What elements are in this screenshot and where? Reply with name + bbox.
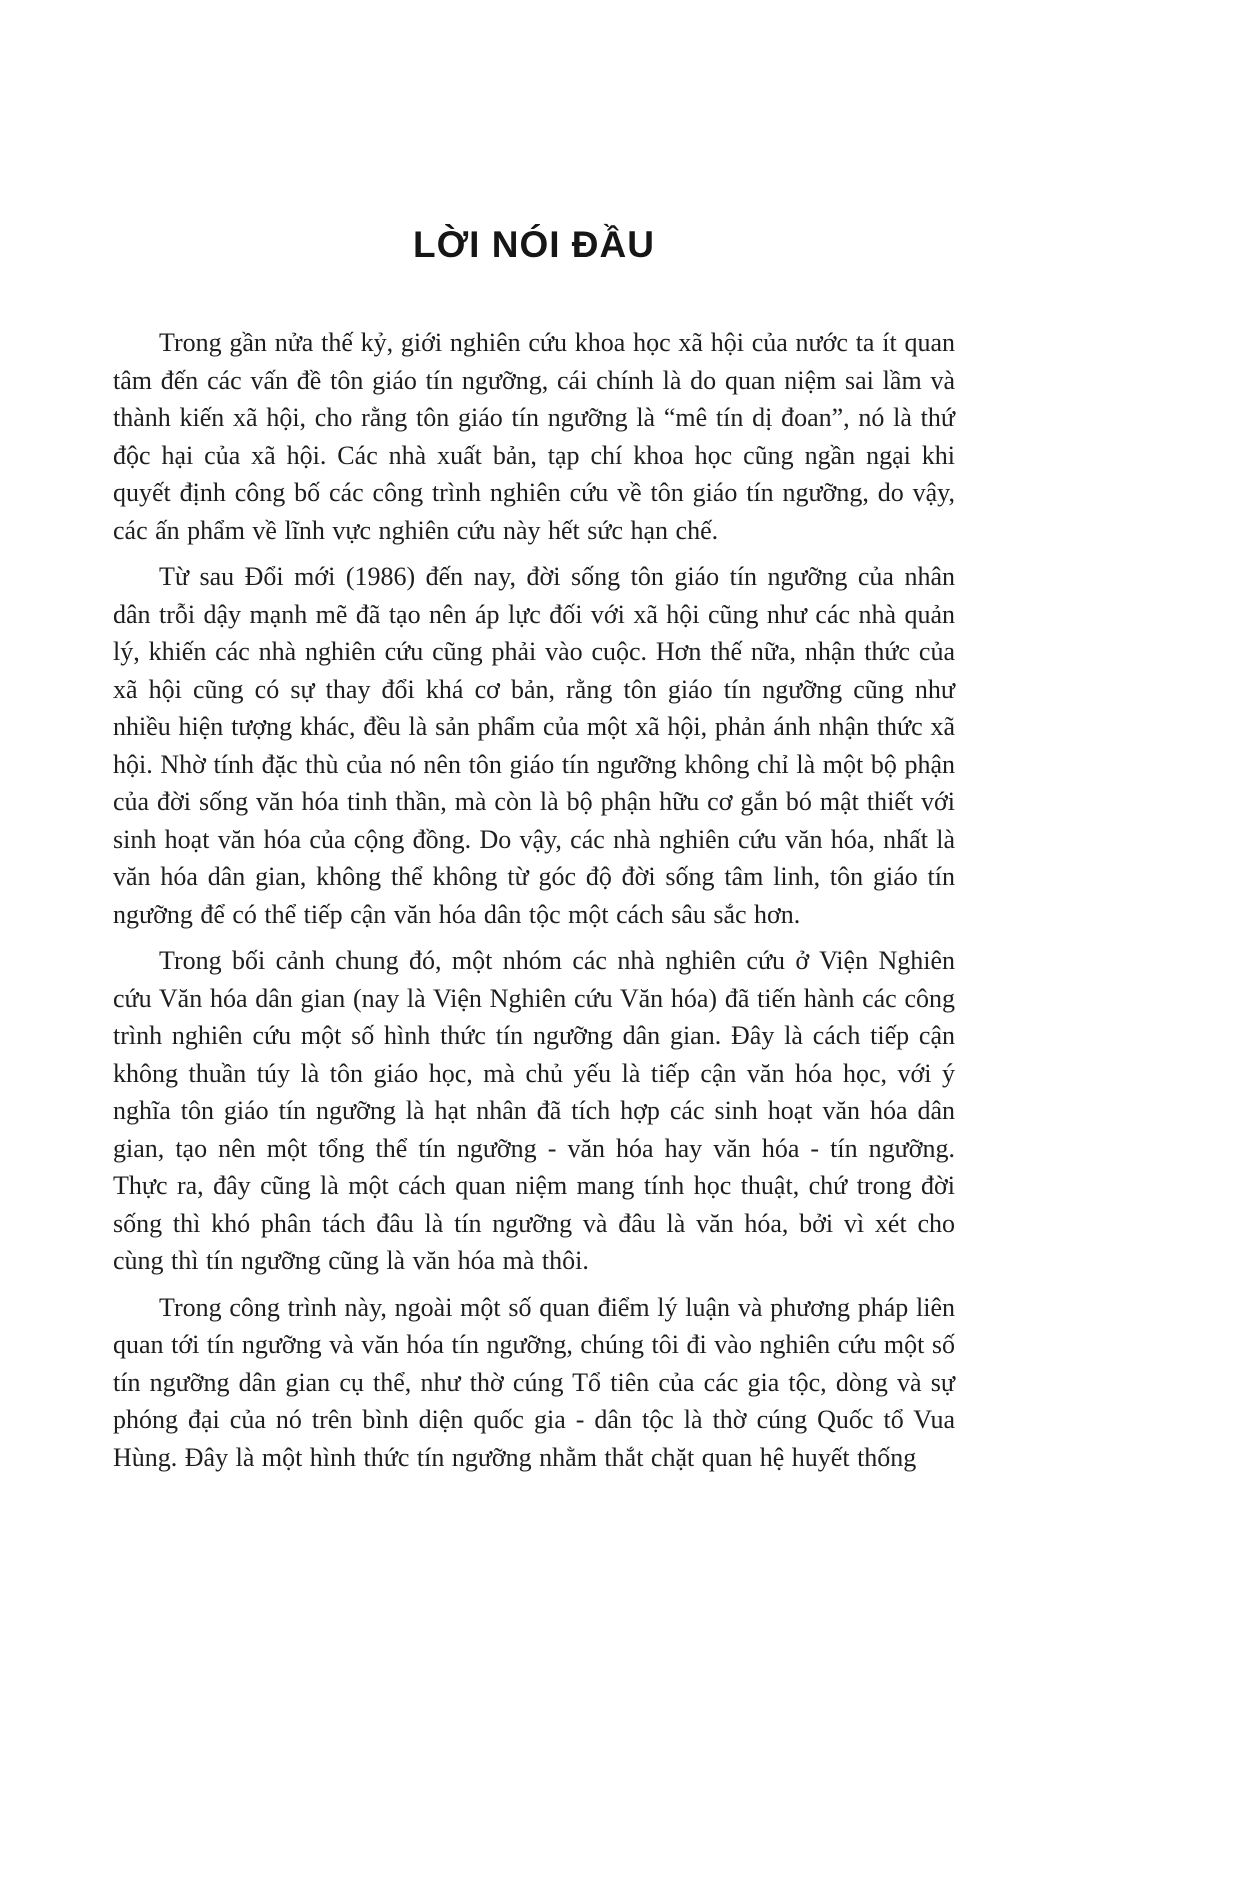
paragraph-3: Trong bối cảnh chung đó, một nhóm các nhà nghiên cứu ở Viện Nghiên cứu Văn hóa dân gian (nay là Viện Nghiên cứu Văn hóa) đã tiến hành các công trình nghiên cứu một số hình thức tín ngưỡng dân gian. Đây là cách tiếp cận không thuần túy là tôn giáo học, mà chủ yếu là tiếp cận văn hóa học, với ý nghĩa tôn giáo tín ngưỡng là hạt nhân đã tích hợp các sinh hoạt văn hóa dân gian, tạo nên một tổng thể tín ngưỡng - văn hóa hay văn hóa - tín ngưỡng. Thực ra, đây cũng là một cách quan niệm mang tính học thuật, chứ trong đời sống thì khó phân tách đâu là tín ngưỡng và đâu là văn hóa, bởi vì xét cho cùng thì tín ngưỡng cũng là văn hóa mà thôi. <box>113 946 955 1275</box>
paragraph-1: Trong gần nửa thế kỷ, giới nghiên cứu khoa học xã hội của nước ta ít quan tâm đến các vấn đề tôn giáo tín ngưỡng, cái chính là do quan niệm sai lầm và thành kiến xã hội, cho rằng tôn giáo tín ngưỡng là “mê tín dị đoan”, nó là thứ độc hại của xã hội. Các nhà xuất bản, tạp chí khoa học cũng ngần ngại khi quyết định công bố các công trình nghiên cứu về tôn giáo tín ngưỡng, do vậy, các ấn phẩm về lĩnh vực nghiên cứu này hết sức hạn chế. <box>113 328 955 545</box>
page-content <box>113 224 955 1485</box>
paragraph-4: Trong công trình này, ngoài một số quan điểm lý luận và phương pháp liên quan tới tín ngưỡng và văn hóa tín ngưỡng, chúng tôi đi vào nghiên cứu một số tín ngưỡng dân gian cụ thể, như thờ cúng Tổ tiên của các gia tộc, dòng và sự phóng đại của nó trên bình diện quốc gia - dân tộc là thờ cúng Quốc tổ Vua Hùng. Đây là một hình thức tín ngưỡng nhằm thắt chặt quan hệ huyết thống <box>113 1292 955 1472</box>
paragraph-2: Từ sau Đổi mới (1986) đến nay, đời sống tôn giáo tín ngưỡng của nhân dân trỗi dậy mạnh mẽ đã tạo nên áp lực đối với xã hội cũng như các nhà quản lý, khiến các nhà nghiên cứu cũng phải vào cuộc. Hơn thế nữa, nhận thức của xã hội cũng có sự thay đổi khá cơ bản, rằng tôn giáo tín ngưỡng cũng như nhiều hiện tượng khác, đều là sản phẩm của một xã hội, phản ánh nhận thức xã hội. Nhờ tính đặc thù của nó nên tôn giáo tín ngưỡng không chỉ là một bộ phận của đời sống văn hóa tinh thần, mà còn là bộ phận hữu cơ gắn bó mật thiết với sinh hoạt văn hóa của cộng đồng. Do vậy, các nhà nghiên cứu văn hóa, nhất là văn hóa dân gian, không thể không từ góc độ đời sống tâm linh, tôn giáo tín ngưỡng để có thể tiếp cận văn hóa dân tộc một cách sâu sắc hơn. <box>113 562 955 929</box>
page-title: LỜI NÓI ĐẦU <box>413 224 655 265</box>
